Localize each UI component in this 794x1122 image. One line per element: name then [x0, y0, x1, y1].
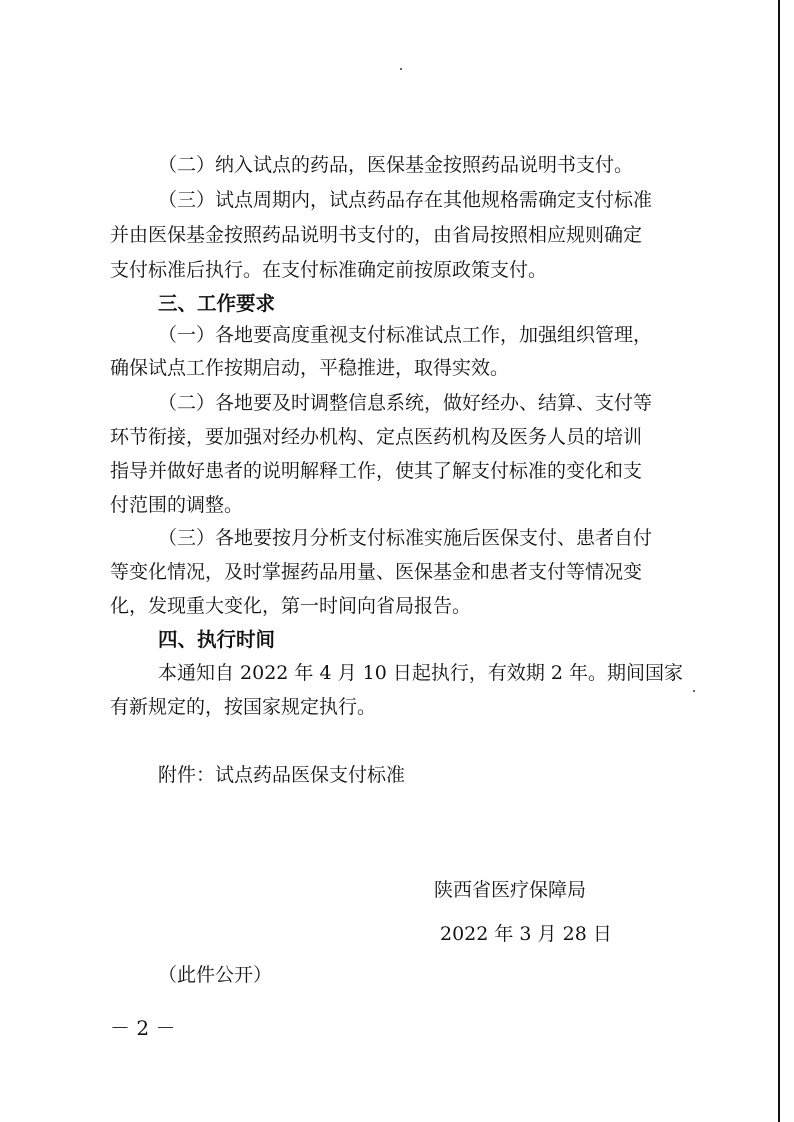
paragraph-line: （二）各地要及时调整信息系统，做好经办、结算、支付等 [158, 392, 653, 414]
section-heading: 三、工作要求 [158, 292, 276, 315]
paragraph-line: （一）各地要高度重视支付标准试点工作，加强组织管理， [158, 324, 653, 346]
disclosure-note: （此件公开） [158, 964, 273, 986]
scan-speck [693, 690, 695, 692]
paragraph-line: （二）纳入试点的药品，医保基金按照药品说明书支付。 [158, 154, 634, 176]
issuing-organization: 陕西省医疗保障局 [434, 879, 587, 901]
paragraph-line: 指导并做好患者的说明解释工作，使其了解支付标准的变化和支 [110, 460, 643, 482]
page-number: － 2 － [110, 1016, 176, 1040]
paragraph-line: 支付标准后执行。在支付标准确定前按原政策支付。 [110, 259, 548, 281]
issue-date: 2022 年 3 月 28 日 [440, 923, 612, 945]
scan-edge-line [778, 0, 780, 1122]
paragraph-line: 环节衔接，要加强对经办机构、定点医药机构及医务人员的培训 [110, 426, 643, 448]
paragraph-line: 化，发现重大变化，第一时间向省局报告。 [110, 595, 472, 617]
section-heading: 四、执行时间 [158, 628, 276, 651]
paragraph-line: 并由医保基金按照药品说明书支付的，由省局按照相应规则确定 [110, 224, 643, 246]
paragraph-line: （三）各地要按月分析支付标准实施后医保支付、患者自付 [158, 527, 653, 549]
paragraph-line: 付范围的调整。 [110, 494, 244, 516]
paragraph-line: 本通知自 2022 年 4 月 10 日起执行，有效期 2 年。期间国家 [158, 662, 684, 684]
attachment-note: 附件：试点药品医保支付标准 [158, 764, 406, 786]
paragraph-line: 等变化情况，及时掌握药品用量、医保基金和患者支付等情况变 [110, 561, 643, 583]
paragraph-line: 确保试点工作按期启动，平稳推进，取得实效。 [110, 357, 510, 379]
scan-speck [400, 68, 402, 70]
paragraph-line: （三）试点周期内，试点药品存在其他规格需确定支付标准 [158, 189, 653, 211]
paragraph-line: 有新规定的，按国家规定执行。 [110, 696, 377, 718]
